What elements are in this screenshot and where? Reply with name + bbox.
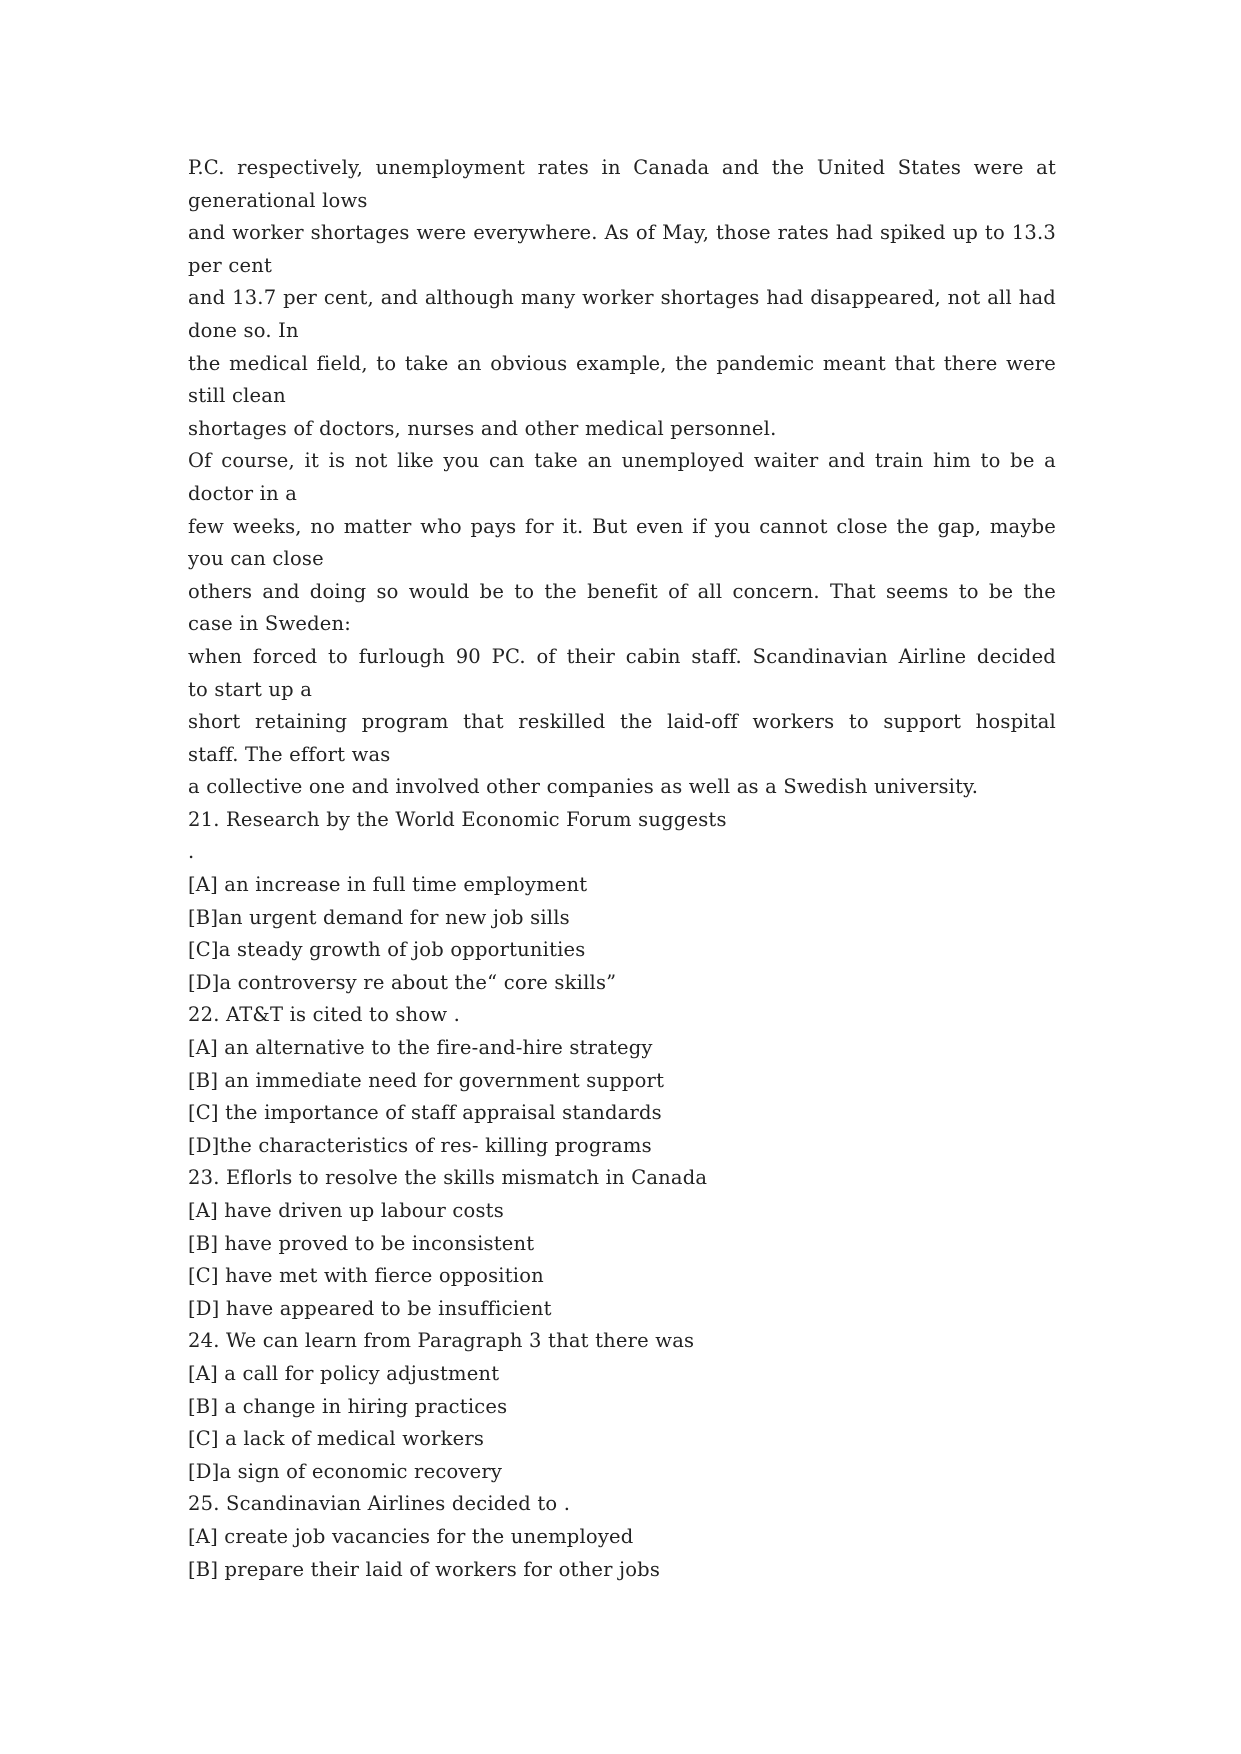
text-line: done so. In <box>188 318 299 342</box>
text-line: P.C. respectively, unemployment rates in Canada and the United States were at <box>188 156 1056 179</box>
question-stem: 25. Scandinavian Airlines decided to . <box>188 1492 571 1516</box>
answer-option: [D] have appeared to be insufficient <box>188 1296 552 1320</box>
text-line: you can close <box>188 547 324 571</box>
answer-option: [C] a lack of medical workers <box>188 1427 485 1451</box>
answer-option: [D]a sign of economic recovery <box>188 1459 503 1483</box>
text-line: others and doing so would be to the benefit of all concern. That seems to be the <box>188 579 1056 603</box>
text-line: still clean <box>188 384 286 408</box>
text-line: and 13.7 per cent, and although many worker shortages had disappeared, not all had <box>188 286 1056 310</box>
text-line: doctor in a <box>188 481 298 505</box>
answer-option: [B] an immediate need for government support <box>188 1068 665 1092</box>
text-line: and worker shortages were everywhere. As of May, those rates had spiked up to 13.3 <box>188 221 1056 245</box>
text-line: staff. The effort was <box>188 742 391 766</box>
question-stem: 22. AT&T is cited to show . <box>188 1003 461 1027</box>
answer-option: [B] prepare their laid of workers for other jobs <box>188 1557 661 1581</box>
text-line: when forced to furlough 90 PC. of their cabin staff. Scandinavian Airline decided <box>188 644 1056 668</box>
answer-option: [A] a call for policy adjustment <box>188 1361 500 1385</box>
question-stem: 21. Research by the World Economic Forum suggests <box>188 807 727 831</box>
answer-option: [A] create job vacancies for the unemployed <box>188 1524 634 1548</box>
question-stem: 24. We can learn from Paragraph 3 that there was <box>188 1329 695 1353</box>
text-line: per cent <box>188 253 272 277</box>
text-line: case in Sweden: <box>188 612 352 636</box>
text-line: short retaining program that reskilled the laid-off workers to support hospital <box>188 710 1056 734</box>
answer-option: [A] an alternative to the fire-and-hire strategy <box>188 1036 653 1060</box>
text-line: . <box>188 840 195 864</box>
answer-option: [C]a steady growth of job opportunities <box>188 938 586 962</box>
text-line: generational lows <box>188 188 368 212</box>
answer-option: [C] have met with fierce opposition <box>188 1264 544 1288</box>
question-stem: 23. Eflorls to resolve the skills mismatch in Canada <box>188 1166 708 1190</box>
answer-option: [C] the importance of staff appraisal standards <box>188 1101 662 1125</box>
text-line: a collective one and involved other companies as well as a Swedish university. <box>188 775 979 799</box>
answer-option: [D]the characteristics of res- killing programs <box>188 1133 652 1157</box>
answer-option: [B] have proved to be inconsistent <box>188 1231 535 1255</box>
document-text <box>188 152 1056 1586</box>
text-line: few weeks, no matter who pays for it. But even if you cannot close the gap, maybe <box>188 514 1056 538</box>
answer-option: [B] a change in hiring practices <box>188 1394 508 1418</box>
answer-option: [B]an urgent demand for new job sills <box>188 905 570 929</box>
text-line: Of course, it is not like you can take an unemployed waiter and train him to be a <box>188 449 1056 473</box>
text-line: the medical field, to take an obvious example, the pandemic meant that there were <box>188 351 1056 375</box>
answer-option: [A] have driven up labour costs <box>188 1199 504 1222</box>
text-line: shortages of doctors, nurses and other medical personnel. <box>188 416 777 440</box>
answer-option: [A] an increase in full time employment <box>188 873 588 897</box>
answer-option: [D]a controversy re about the“ core skills” <box>188 970 617 994</box>
text-line: to start up a <box>188 677 313 701</box>
